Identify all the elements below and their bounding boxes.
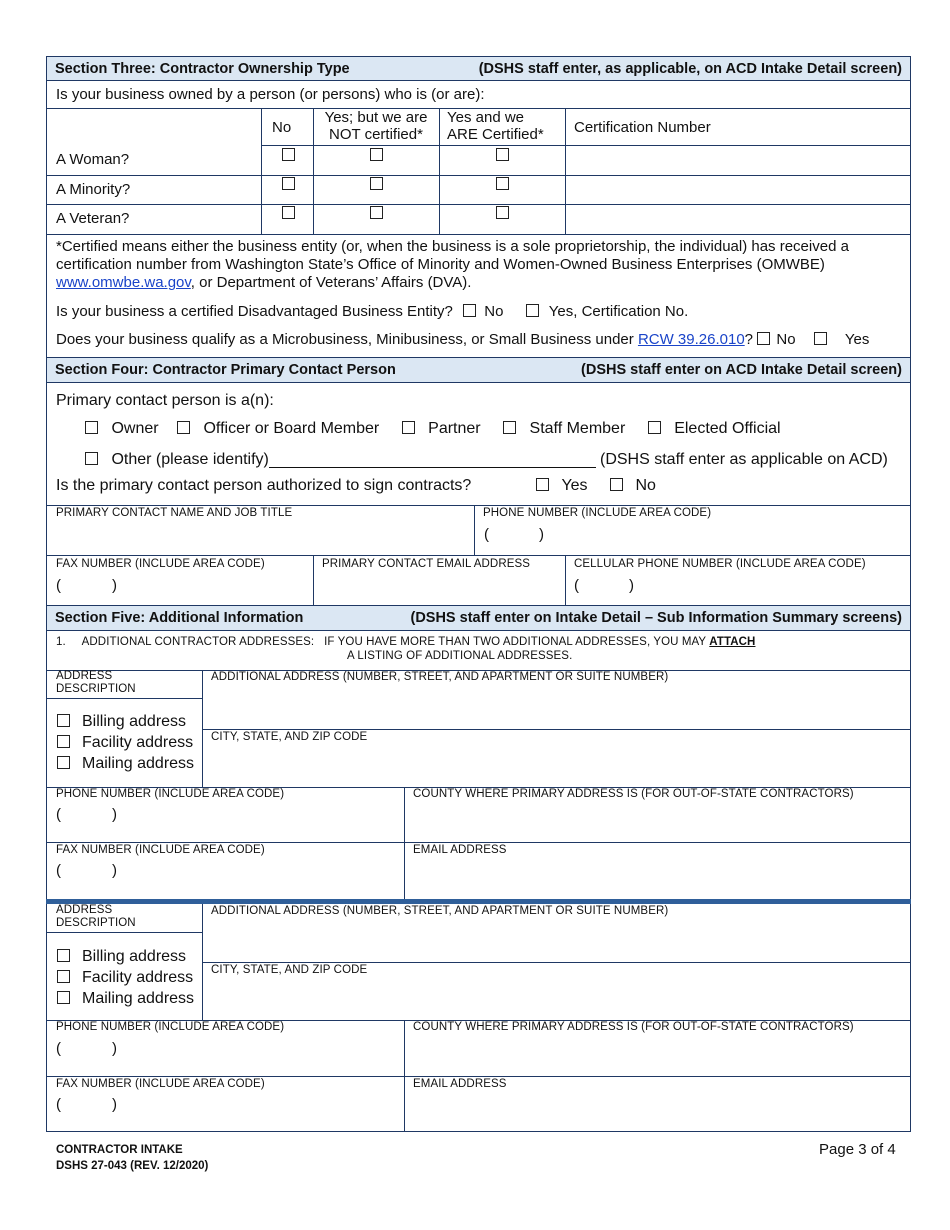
contact-type-options (85, 420, 781, 438)
col-header-certification-number: Certification Number (574, 119, 711, 136)
micro-no-checkbox[interactable] (757, 332, 770, 345)
cell-close-paren: ) (629, 577, 634, 594)
city-state-zip-field-1[interactable] (203, 746, 910, 786)
phone-field-2[interactable] (47, 1036, 403, 1075)
minority-no-checkbox[interactable] (282, 177, 295, 190)
fax-close-paren-2: ) (112, 1096, 117, 1113)
option-officer-label: Officer or Board Member (203, 420, 380, 437)
section-three-title: Section Three: Contractor Ownership Type (55, 60, 350, 77)
primary-contact-phone-label: PHONE NUMBER (INCLUDE AREA CODE) (483, 507, 712, 519)
mailing-address-label-2: Mailing address (82, 990, 195, 1007)
omwbe-link[interactable]: www.omwbe.wa.gov (56, 274, 191, 291)
other-identify-input[interactable] (269, 450, 596, 468)
authorized-no-label: No (635, 477, 656, 494)
fax-close-paren: ) (112, 577, 117, 594)
dbe-question-row (56, 303, 688, 320)
officer-checkbox[interactable] (177, 421, 190, 434)
certification-footnote: *Certified means either the business entity (or, when the business is a sole proprietorship, the individual) has received a certification number from Washington State’s Office of Minority and Women-Owned Business Enterprises (OMWBE) www.omwbe.wa.gov, or Department of Veterans’ Affairs (DVA). (56, 238, 849, 291)
contact-type-intro: Primary contact person is a(n): (56, 392, 274, 409)
fax-field-2[interactable] (47, 1092, 403, 1131)
col-header-yes-not-certified: Yes; but we are NOT certified* (324, 109, 428, 143)
phone-open-paren-1: ( (56, 806, 61, 823)
section-four-header (47, 357, 910, 383)
section-five-header (47, 605, 910, 631)
primary-contact-name-label: PRIMARY CONTACT NAME AND JOB TITLE (56, 507, 293, 519)
option-staff-label: Staff Member (529, 420, 626, 437)
ownership-question: Is your business owned by a person (or persons) who is (or are): (56, 86, 485, 103)
additional-address-field-1[interactable] (203, 686, 910, 728)
fax-label-2: FAX NUMBER (INCLUDE AREA CODE) (56, 1078, 265, 1090)
fax-open-paren-1: ( (56, 862, 61, 879)
section-five-title: Section Five: Additional Information (55, 610, 304, 626)
owner-checkbox[interactable] (85, 421, 98, 434)
elected-official-checkbox[interactable] (648, 421, 661, 434)
billing-address-checkbox-2[interactable] (57, 949, 70, 962)
city-state-zip-label-1: CITY, STATE, AND ZIP CODE (211, 731, 368, 743)
dbe-yes-checkbox[interactable] (526, 304, 539, 317)
facility-address-checkbox-1[interactable] (57, 735, 70, 748)
minority-certification-number-field[interactable] (566, 176, 910, 203)
email-field-2[interactable] (405, 1092, 910, 1131)
authorized-yes-label: Yes (561, 477, 588, 494)
veteran-no-checkbox[interactable] (282, 206, 295, 219)
partner-checkbox[interactable] (402, 421, 415, 434)
section-three-note: (DSHS staff enter, as applicable, on ACD Intake Detail screen) (478, 60, 902, 77)
primary-contact-fax-field[interactable] (47, 573, 312, 604)
phone-open-paren-2: ( (56, 1040, 61, 1057)
mailing-address-label-1: Mailing address (82, 755, 195, 772)
county-field-1[interactable] (405, 803, 910, 841)
woman-certification-number-field[interactable] (566, 146, 910, 174)
col-header-yes-certified: Yes and we ARE Certified* (447, 109, 544, 143)
cell-open-paren: ( (574, 577, 579, 594)
billing-address-label-1: Billing address (82, 713, 187, 730)
primary-contact-fax-label: FAX NUMBER (INCLUDE AREA CODE) (56, 558, 265, 570)
col-header-no: No (272, 119, 292, 136)
woman-no-checkbox[interactable] (282, 148, 295, 161)
city-state-zip-label-2: CITY, STATE, AND ZIP CODE (211, 964, 368, 976)
address-description-label-1: ADDRESS DESCRIPTION (56, 670, 136, 695)
phone-close-paren: ) (539, 526, 544, 543)
authorized-question: Is the primary contact person authorized to sign contracts? (56, 477, 472, 494)
staff-member-checkbox[interactable] (503, 421, 516, 434)
cellular-phone-label: CELLULAR PHONE NUMBER (INCLUDE AREA CODE) (574, 558, 866, 570)
authorized-no-checkbox[interactable] (610, 478, 623, 491)
section-three-header (47, 56, 910, 81)
footer-form-name: CONTRACTOR INTAKE (56, 1144, 183, 1156)
county-label-2: COUNTY WHERE PRIMARY ADDRESS IS (FOR OUT-OF-STATE CONTRACTORS) (413, 1021, 854, 1033)
fax-close-paren-1: ) (112, 862, 117, 879)
additional-addresses-instruction: 1. ADDITIONAL CONTRACTOR ADDRESSES: IF YOU HAVE MORE THAN TWO ADDITIONAL ADDRESSES, YOU MAY ATTACH (56, 636, 756, 648)
city-state-zip-field-2[interactable] (203, 979, 910, 1019)
dbe-no-checkbox[interactable] (463, 304, 476, 317)
address-types-1 (57, 711, 194, 774)
email-label-1: EMAIL ADDRESS (413, 844, 507, 856)
minority-not-certified-checkbox[interactable] (370, 177, 383, 190)
other-option-row (85, 451, 269, 469)
row-label-minority: A Minority? (56, 181, 131, 198)
additional-address-label-1: ADDITIONAL ADDRESS (NUMBER, STREET, AND APARTMENT OR SUITE NUMBER) (211, 671, 669, 683)
veteran-not-certified-checkbox[interactable] (370, 206, 383, 219)
rcw-link[interactable]: RCW 39.26.010 (637, 331, 745, 348)
micro-yes-label: Yes (844, 331, 870, 348)
minority-certified-checkbox[interactable] (496, 177, 509, 190)
micro-yes-checkbox[interactable] (814, 332, 827, 345)
other-checkbox[interactable] (85, 452, 98, 465)
county-label-1: COUNTY WHERE PRIMARY ADDRESS IS (FOR OUT-OF-STATE CONTRACTORS) (413, 788, 854, 800)
cellular-phone-field[interactable] (566, 573, 910, 604)
county-field-2[interactable] (405, 1036, 910, 1075)
additional-address-field-2[interactable] (203, 920, 910, 961)
primary-contact-email-label: PRIMARY CONTACT EMAIL ADDRESS (322, 558, 531, 570)
woman-not-certified-checkbox[interactable] (370, 148, 383, 161)
attach-emphasis: ATTACH (709, 636, 756, 648)
primary-contact-phone-field[interactable] (475, 522, 910, 554)
additional-addresses-instruction-line2: A LISTING OF ADDITIONAL ADDRESSES. (347, 650, 573, 662)
fax-open-paren: ( (56, 577, 61, 594)
dbe-yes-label: Yes, Certification No. (548, 303, 689, 320)
fax-field-1[interactable] (47, 858, 403, 898)
facility-address-label-2: Facility address (82, 969, 194, 986)
section-four-note: (DSHS staff enter on ACD Intake Detail screen) (581, 362, 902, 378)
address-block-divider (46, 899, 911, 904)
option-other-label: Other (please identify) (111, 451, 269, 468)
veteran-certified-checkbox[interactable] (496, 206, 509, 219)
dbe-no-label: No (484, 303, 504, 320)
row-label-woman: A Woman? (56, 151, 130, 168)
authorized-yes-checkbox[interactable] (536, 478, 549, 491)
authorized-options (536, 477, 656, 495)
email-label-2: EMAIL ADDRESS (413, 1078, 507, 1090)
veteran-certification-number-field[interactable] (566, 205, 910, 233)
microbusiness-question: Does your business qualify as a Microbusiness, Minibusiness, or Small Business under (56, 331, 638, 348)
footer-page-number: Page 3 of 4 (819, 1141, 896, 1158)
micro-no-label: No (776, 331, 796, 348)
woman-certified-checkbox[interactable] (496, 148, 509, 161)
billing-address-checkbox-1[interactable] (57, 714, 70, 727)
address-types-2 (57, 946, 194, 1009)
phone-field-1[interactable] (47, 803, 403, 841)
phone-label-2: PHONE NUMBER (INCLUDE AREA CODE) (56, 1021, 285, 1033)
primary-contact-email-field[interactable] (314, 573, 564, 604)
address-description-label-2: ADDRESS DESCRIPTION (56, 904, 136, 929)
section-five-note: (DSHS staff enter on Intake Detail – Sub Information Summary screens) (410, 610, 902, 626)
primary-contact-name-field[interactable] (47, 522, 473, 554)
section-four-title: Section Four: Contractor Primary Contact Person (55, 362, 396, 378)
fax-open-paren-2: ( (56, 1096, 61, 1113)
phone-close-paren-1: ) (112, 806, 117, 823)
billing-address-label-2: Billing address (82, 948, 187, 965)
facility-address-checkbox-2[interactable] (57, 970, 70, 983)
microbusiness-question-row: Does your business qualify as a Microbusiness, Minibusiness, or Small Business under RCW 39.26.010? No Yes (56, 331, 870, 348)
option-partner-label: Partner (428, 420, 481, 437)
option-elected-label: Elected Official (674, 420, 781, 437)
option-owner-label: Owner (111, 420, 159, 437)
footer-form-number: DSHS 27-043 (REV. 12/2020) (56, 1160, 209, 1172)
dbe-question: Is your business a certified Disadvantaged Business Entity? (56, 303, 453, 320)
other-staff-note: (DSHS staff enter as applicable on ACD) (600, 451, 888, 468)
additional-address-label-2: ADDITIONAL ADDRESS (NUMBER, STREET, AND APARTMENT OR SUITE NUMBER) (211, 905, 669, 917)
fax-label-1: FAX NUMBER (INCLUDE AREA CODE) (56, 844, 265, 856)
row-label-veteran: A Veteran? (56, 210, 130, 227)
facility-address-label-1: Facility address (82, 734, 194, 751)
phone-label-1: PHONE NUMBER (INCLUDE AREA CODE) (56, 788, 285, 800)
mailing-address-checkbox-1[interactable] (57, 756, 70, 769)
phone-open-paren: ( (484, 526, 489, 543)
mailing-address-checkbox-2[interactable] (57, 991, 70, 1004)
email-field-1[interactable] (405, 858, 910, 898)
phone-close-paren-2: ) (112, 1040, 117, 1057)
